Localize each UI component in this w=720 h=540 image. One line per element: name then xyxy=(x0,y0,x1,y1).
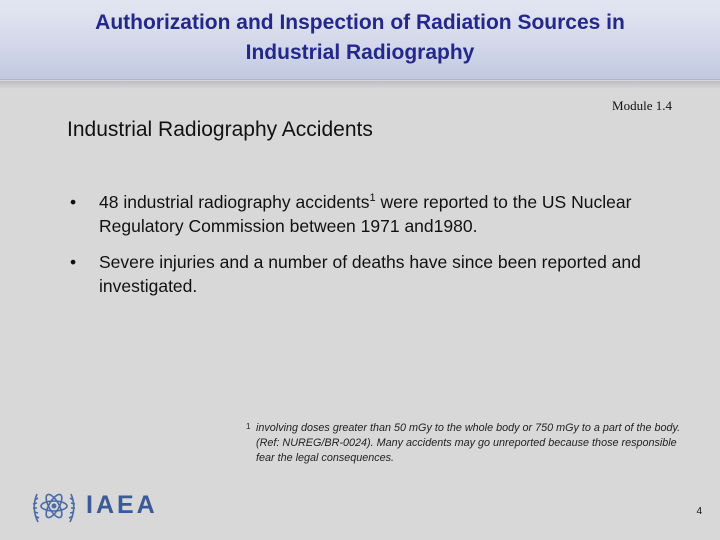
footnote-text: involving doses greater than 50 mGy to the whole body or 750 mGy to a part of the body. (Ref: NUREG/BR-0024). Many accidents may go unreported because those responsible fear the legal consequences. xyxy=(256,422,681,464)
bullet-marker: • xyxy=(70,192,77,212)
bullet-text-continued: were reported to the US Nuclear Regulatory Commission between 1971 and1980. xyxy=(99,192,632,236)
slide-title-line-1: Authorization and Inspection of Radiation Sources in xyxy=(95,11,625,34)
bullet-list xyxy=(70,190,690,310)
footnote-reference: 1 xyxy=(369,192,376,205)
module-label: Module 1.4 xyxy=(612,98,672,113)
slide-title xyxy=(20,8,700,68)
header-shadow xyxy=(0,81,720,89)
slide-heading: Industrial Radiography Accidents xyxy=(67,118,373,141)
bullet-text: Severe injuries and a number of deaths have since been reported and investigated. xyxy=(99,252,641,296)
iaea-logo-text: IAEA xyxy=(86,491,158,519)
iaea-emblem-icon xyxy=(28,482,80,530)
bullet-marker: • xyxy=(70,252,77,272)
footnote-marker: 1 xyxy=(246,422,251,431)
bullet-item xyxy=(70,250,690,298)
slide-title-line-2: Industrial Radiography xyxy=(245,41,475,64)
bullet-text: 48 industrial radiography accidents xyxy=(99,192,370,212)
page-number: 4 xyxy=(696,506,702,517)
footnote xyxy=(246,421,686,466)
bullet-item xyxy=(70,190,690,238)
